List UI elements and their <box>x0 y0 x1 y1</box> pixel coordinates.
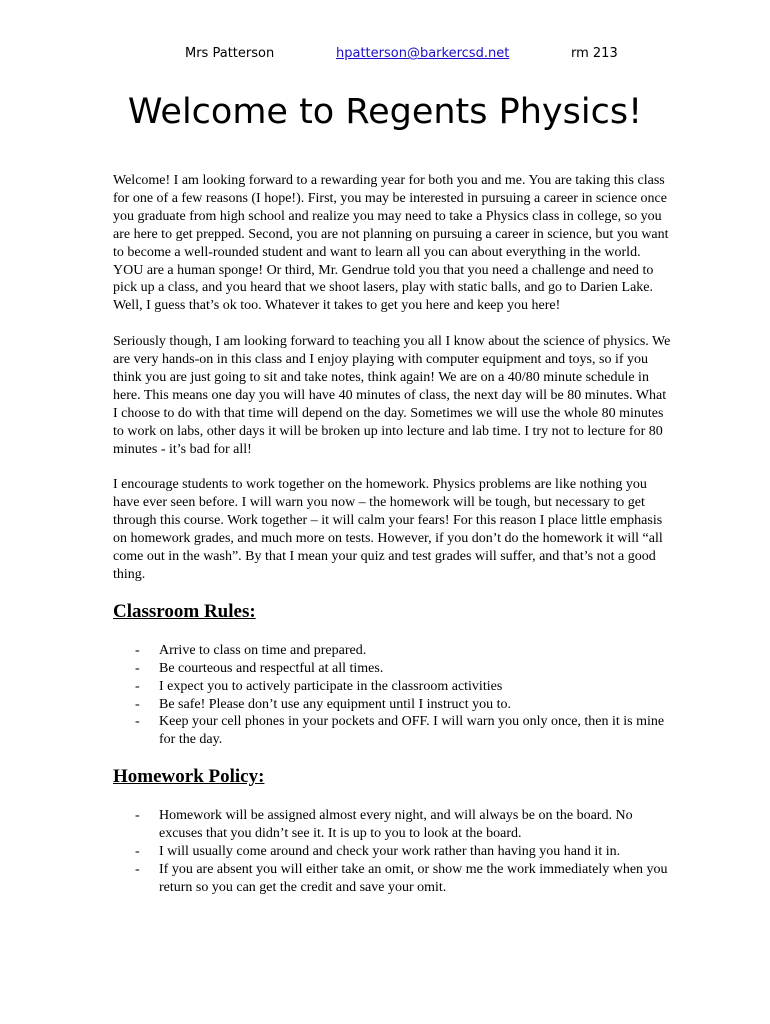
list-item: - Homework will be assigned almost every night, and will always be on the board. No excuses that you didn’t see it. It is up to you to look at the board. <box>135 808 633 842</box>
teacher-name: Mrs Patterson <box>185 46 275 61</box>
list-item: - Arrive to class on time and prepared. <box>135 642 367 658</box>
list-item: - Be courteous and respectful at all times. <box>135 660 384 676</box>
paragraph-intro: Welcome! I am looking forward to a rewarding year for both you and me. You are taking this class for one of a few reasons (I hope!). First, you may be interested in pursuing a career in science once you graduate from high school and realize you may need to take a Physics class in college, so you are here to get prepped. Second, you are not planning on pursuing a career in science, but you want to become a well-rounded student and want to learn all you can about everything in the world. YOU are a human sponge! Or third, Mr. Gendrue told you that you need a challenge and need to pick up a class, and you heard that we shoot lasers, play with static balls, and go to Darien Lake. Well, I guess that’s ok too. Whatever it takes to get you here and keep you here! <box>113 173 669 314</box>
paragraph-homework: I encourage students to work together on the homework. Physics problems are like nothing you have ever seen before. I will warn you now – the homework will be tough, but necessary to get through this course. Work together – it will calm your fears! For this reason I place little emphasis on homework grades, and much more on tests. However, if you don’t do the homework it will “all come out in the wash”. By that I mean your quiz and test grades will suffer, and that’s not a good thing. <box>113 477 663 582</box>
classroom-rules-heading: Classroom Rules: <box>113 600 256 622</box>
list-item: - Be safe! Please don’t use any equipment until I instruct you to. <box>135 696 512 712</box>
paragraph-schedule: Seriously though, I am looking forward to teaching you all I know about the science of physics. We are very hands-on in this class and I enjoy playing with computer equipment and toys, so if you think you are just going to sit and take notes, think again! We are on a 40/80 minute schedule in here. This means one day you will have 40 minutes of class, the next day will be 80 minutes. What I choose to do with that time will depend on the day. Sometimes we will use the whole 80 minutes to work on labs, other days it will be broken up into lecture and lab time. I try not to lecture for 80 minutes - it’s bad for all! <box>113 334 671 457</box>
list-item: - Keep your cell phones in your pockets and OFF. I will warn you only once, then it is mine for the day. <box>135 714 665 748</box>
email-link[interactable]: hpatterson@barkercsd.net <box>336 46 510 61</box>
classroom-rules-list <box>113 642 673 749</box>
list-item: - If you are absent you will either take an omit, or show me the work immediately when you return so you can get the credit and save your omit. <box>135 861 668 895</box>
document-body <box>113 172 673 897</box>
list-item: - I will usually come around and check your work rather than having you hand it in. <box>135 844 621 860</box>
homework-policy-list <box>113 807 673 897</box>
list-item: - I expect you to actively participate in the classroom activities <box>135 678 503 694</box>
page-title: Welcome to Regents Physics! <box>127 92 643 132</box>
header <box>0 46 770 64</box>
homework-policy-heading: Homework Policy: <box>113 766 265 788</box>
room-number: rm 213 <box>571 46 618 61</box>
